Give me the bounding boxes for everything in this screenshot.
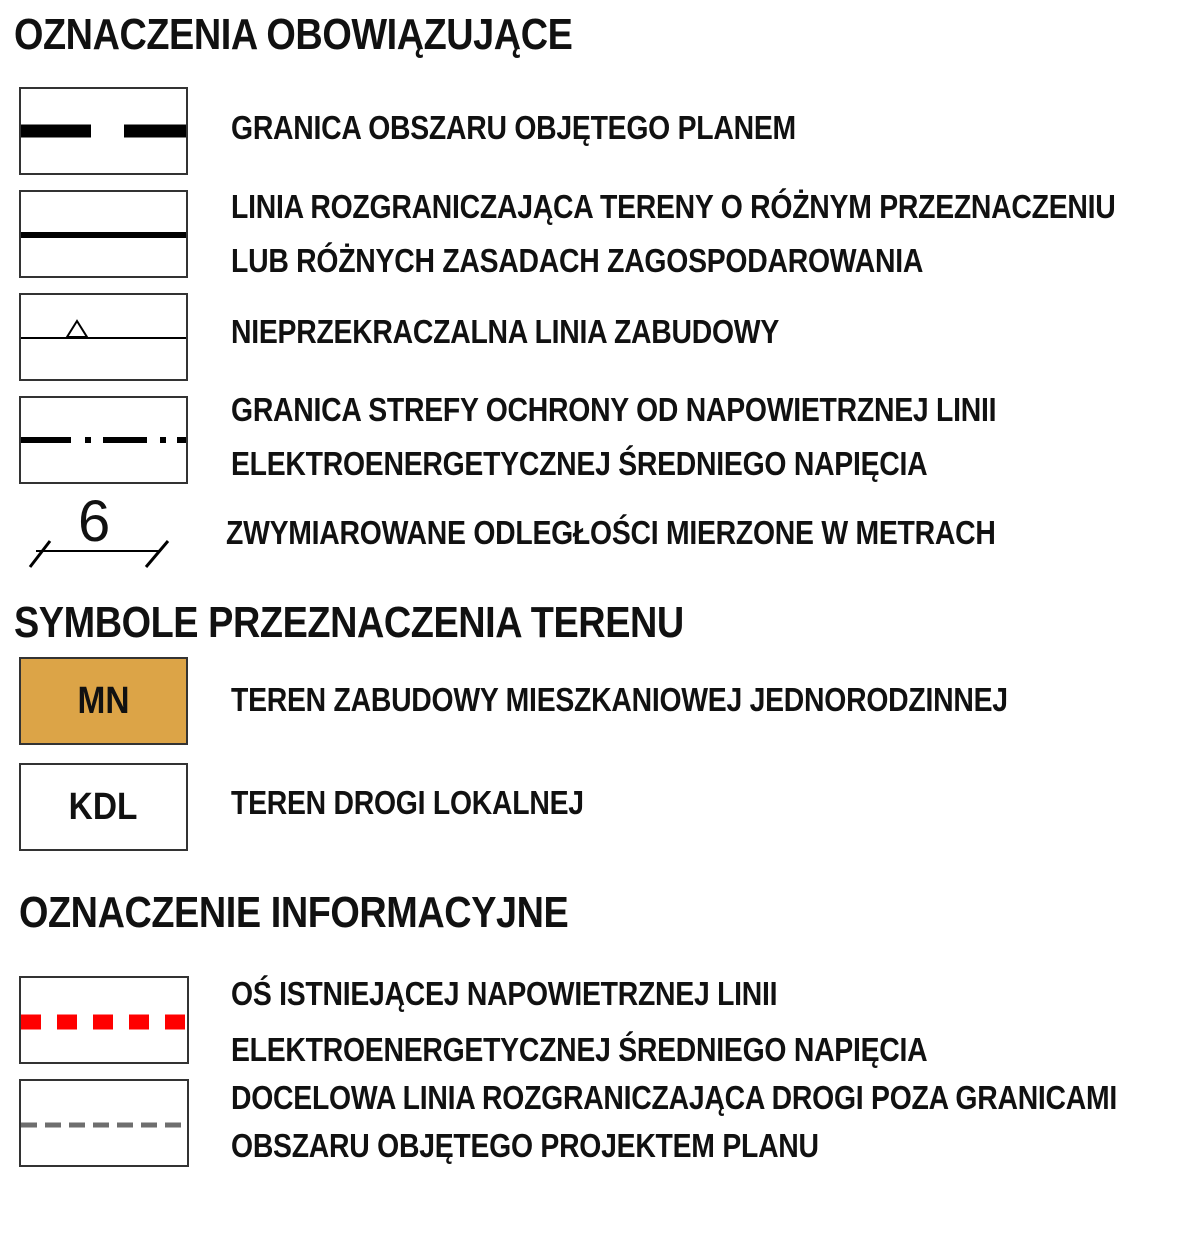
legend-swatch-building-line: [19, 293, 188, 381]
legend-label-protection-zone-1: GRANICA STREFY OCHRONY OD NAPOWIETRZNEJ LINII: [231, 391, 997, 428]
line-with-triangle-icon: [21, 295, 186, 379]
section-title-informative: OZNACZENIE INFORMACYJNE: [19, 888, 569, 937]
dimension-value: 6: [78, 489, 111, 554]
legend-swatch-plan-boundary: [19, 87, 188, 175]
legend-label-power-line-axis-1: OŚ ISTNIEJĄCEJ NAPOWIETRZNEJ LINII: [231, 975, 778, 1012]
section-title-land-use: SYMBOLE PRZEZNACZENIA TERENU: [14, 598, 684, 647]
legend-swatch-protection-zone: [19, 396, 188, 484]
solid-line-icon: [21, 192, 186, 276]
legend-label-target-road-line-2: OBSZARU OBJĘTEGO PROJEKTEM PLANU: [231, 1127, 819, 1164]
dash-dot-line-icon: [21, 398, 186, 482]
legend-swatch-mn: [19, 657, 188, 745]
legend-label-target-road-line-1: DOCELOWA LINIA ROZGRANICZAJĄCA DROGI POZA GRANICAMI: [231, 1079, 1118, 1116]
legend-label-power-line-axis-2: ELEKTROENERGETYCZNEJ ŚREDNIEGO NAPIĘCIA: [231, 1031, 928, 1068]
legend-swatch-power-line-axis: [19, 976, 189, 1064]
legend-label-mn: TEREN ZABUDOWY MIESZKANIOWEJ JEDNORODZINNEJ: [231, 681, 1008, 718]
section-title-mandatory: OZNACZENIA OBOWIĄZUJĄCE: [14, 10, 573, 59]
legend-label-dimension: ZWYMIAROWANE ODLEGŁOŚCI MIERZONE W METRACH: [226, 514, 996, 551]
legend-label-demarcation-line-2: LUB RÓŻNYCH ZASADACH ZAGOSPODAROWANIA: [231, 242, 924, 279]
mn-symbol: MN: [77, 679, 130, 722]
legend-label-kdl: TEREN DROGI LOKALNEJ: [231, 784, 584, 821]
red-dotted-line-icon: [21, 978, 187, 1062]
kdl-symbol: KDL: [69, 785, 138, 828]
legend-label-plan-boundary: GRANICA OBSZARU OBJĘTEGO PLANEM: [231, 109, 796, 146]
legend-label-protection-zone-2: ELEKTROENERGETYCZNEJ ŚREDNIEGO NAPIĘCIA: [231, 445, 928, 482]
legend-swatch-target-road-line: [19, 1079, 189, 1167]
legend-swatch-demarcation-line: [19, 190, 188, 278]
dashed-thick-line-icon: [21, 89, 186, 173]
legend-label-demarcation-line-1: LINIA ROZGRANICZAJĄCA TERENY O RÓŻNYM PRZEZNACZENIU: [231, 188, 1116, 225]
legend-swatch-kdl: [19, 763, 188, 851]
legend-label-building-line: NIEPRZEKRACZALNA LINIA ZABUDOWY: [231, 313, 780, 350]
gray-dashed-line-icon: [21, 1081, 187, 1165]
